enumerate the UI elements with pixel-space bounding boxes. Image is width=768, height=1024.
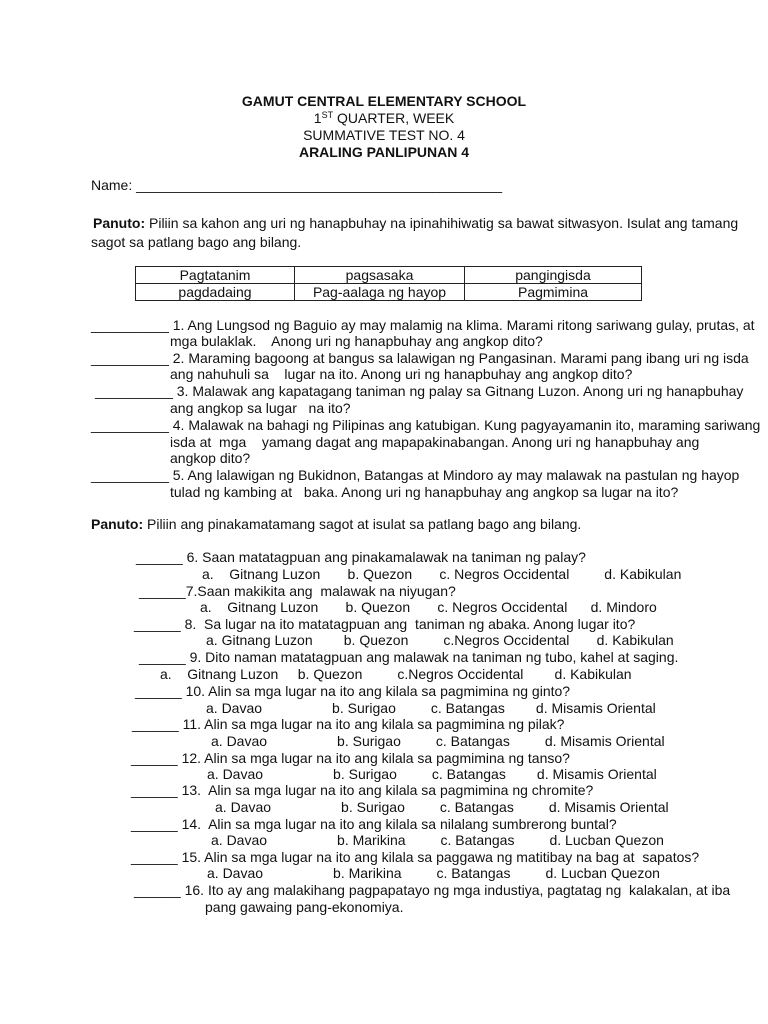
part1-instruction: Panuto: Piliin sa kahon ang uri ng hanapbuhay na ipinahihiwatig sa bawat sitwasyon. Isulat ang tamang [93,215,739,231]
question-15-options: a. Davao b. Marikina c. Batangas d. Lucban Quezon [207,865,660,881]
part1-instruction-cont: sagot sa patlang bago ang bilang. [91,234,302,250]
question-15: ______ 15. Alin sa mga lugar na ito ang kilala sa paggawa ng matitibay na bag at sapatos? [131,849,700,865]
question-9-options: a. Gitnang Luzon b. Quezon c.Negros Occidental d. Kabikulan [160,666,632,682]
question-2: __________ 2. Maraming bagoong at bangus sa lalawigan ng Pangasinan. Marami pang ibang uri ng isda [91,350,749,366]
question-9: ______ 9. Dito naman matatagpuan ang malawak na taniman ng tubo, kahel at saging. [139,649,679,665]
quarter-line: 1ST QUARTER, WEEK [313,110,455,126]
question-6-options: a. Gitnang Luzon b. Quezon c. Negros Occidental d. Kabikulan [202,566,682,582]
subject-title: ARALING PANLIPUNAN 4 [298,144,470,160]
question-8-options: a. Gitnang Luzon b. Quezon c.Negros Occidental d. Kabikulan [206,632,674,648]
question-11: ______ 11. Alin sa mga lugar na ito ang kilala sa pagmimina ng pilak? [132,716,565,732]
table-cell: Pagmimina [465,284,642,301]
question-12-options: a. Davao b. Surigao c. Batangas d. Misamis Oriental [207,766,657,782]
question-16-cont: pang gawaing pang-ekonomiya. [205,899,404,915]
question-8: ______ 8. Sa lugar na ito matatagpuan ang taniman ng abaka. Anong lugar ito? [134,616,636,632]
question-14: ______ 14. Alin sa mga lugar na ito ang kilala sa nilalang sumbrerong buntal? [131,816,617,832]
choices-table [135,266,642,301]
question-14-options: a. Davao b. Marikina c. Batangas d. Lucban Quezon [211,832,664,848]
question-10: ______ 10. Alin sa mga lugar na ito ang kilala sa pagmimina ng ginto? [135,683,571,699]
table-cell: pagsasaka [295,267,465,284]
test-title: SUMMATIVE TEST NO. 4 [303,127,465,143]
question-5-cont: tulad ng kambing at baka. Anong uri ng hanapbuhay ang angkop sa lugar na ito? [170,484,679,500]
question-4-cont2: angkop dito? [170,450,251,466]
question-16: ______ 16. Ito ay ang malakihang pagpapatayo ng mga industiya, pagtatag ng kalakalan, at iba [134,882,731,898]
question-4: __________ 4. Malawak na bahagi ng Pilipinas ang katubigan. Kung pagyayamanin ito, maraming sariwang [91,417,761,433]
table-row [136,284,642,301]
question-6: ______ 6. Saan matatagpuan ang pinakamalawak na taniman ng palay? [136,549,586,565]
question-1-cont: mga bulaklak. Anong uri ng hanapbuhay ang angkop dito? [170,333,543,349]
question-12: ______ 12. Alin sa mga lugar na ito ang kilala sa pagmimina ng tanso? [131,750,570,766]
question-11-options: a. Davao b. Surigao c. Batangas d. Misamis Oriental [211,733,665,749]
question-13-options: a. Davao b. Surigao c. Batangas d. Misamis Oriental [215,799,669,815]
question-7-options: a. Gitnang Luzon b. Quezon c. Negros Occidental d. Mindoro [200,599,657,615]
question-2-cont: ang nahuhuli sa lugar na ito. Anong uri ng hanapbuhay ang angkop dito? [170,366,633,382]
question-3: __________ 3. Malawak ang kapatagang taniman ng palay sa Gitnang Luzon. Anong uri ng hanapbuhay [95,383,744,399]
name-line: Name: _______________________________________________ [91,177,503,193]
part2-instruction: Panuto: Piliin ang pinakamatamang sagot at isulat sa patlang bago ang bilang. [91,516,582,532]
question-4-cont: isda at mga yamang dagat ang mapapakinabangan. Anong uri ng hanapbuhay ang [170,434,700,450]
question-5: __________ 5. Ang lalawigan ng Bukidnon, Batangas at Mindoro ay may malawak na pastulan ng hayop [91,467,740,483]
table-cell: Pagtatanim [136,267,295,284]
table-cell: Pag-aalaga ng hayop [295,284,465,301]
question-3-cont: ang angkop sa lugar na ito? [170,400,351,416]
school-name: GAMUT CENTRAL ELEMENTARY SCHOOL [241,93,527,109]
table-row [136,267,642,284]
table-cell: pagdadaing [136,284,295,301]
table-cell: pangingisda [465,267,642,284]
question-13: ______ 13. Alin sa mga lugar na ito ang kilala sa pagmimina ng chromite? [131,782,594,798]
question-10-options: a. Davao b. Surigao c. Batangas d. Misamis Oriental [206,700,656,716]
question-7: ______7.Saan makikita ang malawak na niyugan? [139,583,456,599]
question-1: __________ 1. Ang Lungsod ng Baguio ay may malamig na klima. Marami ritong sariwang gulay, prutas, at [91,317,755,333]
